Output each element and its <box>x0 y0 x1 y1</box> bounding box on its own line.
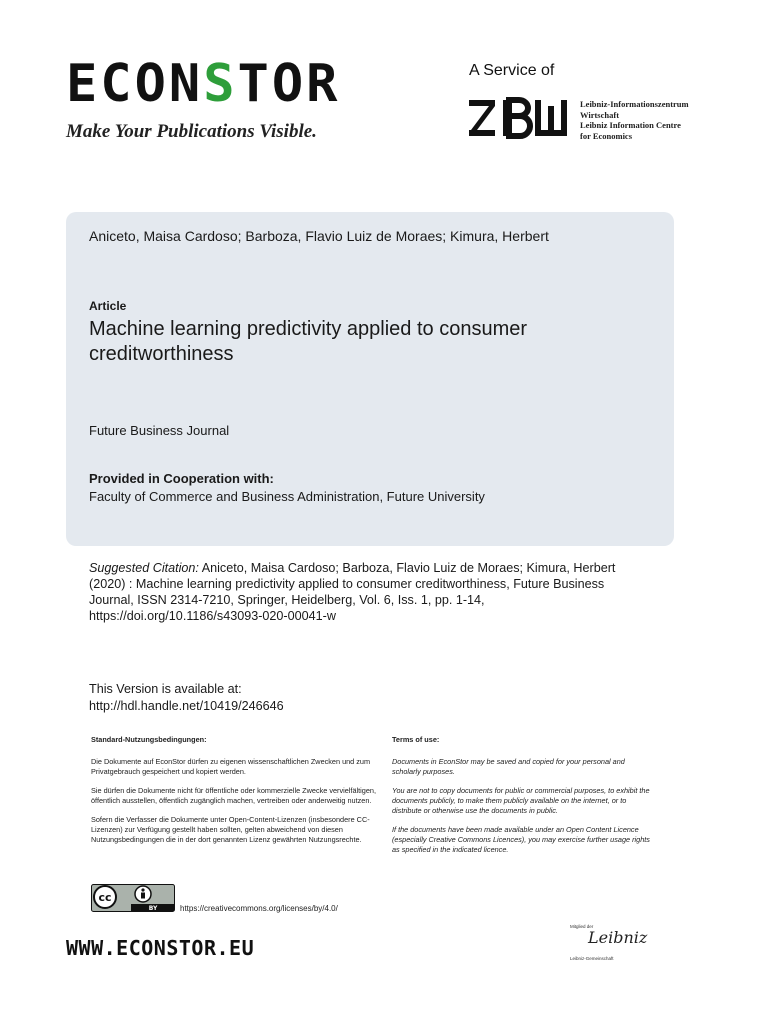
availability-label: This Version is available at: <box>89 682 242 696</box>
citation-text: Aniceto, Maisa Cardoso; Barboza, Flavio Luiz de Moraes; Kimura, Herbert (2020) : Machine learning predictivity applied to consumer creditworthiness, Future Business Journal, ISSN 2314-7210, Springer, Heidelberg, Vol. 6, Iss. 1, pp. 1-14, https://doi.org/10.1186/s43093-020-00041-w <box>89 561 616 623</box>
availability <box>89 681 284 715</box>
zbw-institution-name <box>580 99 689 141</box>
zbw-line-1: Leibniz-Informationszentrum <box>580 99 689 109</box>
citation-label: Suggested Citation: <box>89 561 199 575</box>
zbw-line-3: Leibniz Information Centre <box>580 120 681 130</box>
terms-german-p1: Die Dokumente auf EconStor dürfen zu eigenen wissenschaftlichen Zwecken und zum Privatgebrauch gespeichert und kopiert werden. <box>91 757 371 776</box>
by-badge-text: BY <box>148 905 158 912</box>
leibniz-script-text: Leibniz <box>588 928 648 947</box>
terms-german-p2: Sie dürfen die Dokumente nicht für öffentliche oder kommerzielle Zwecke vervielfältigen, öffentlich ausstellen, öffentlich zugänglich machen, vertreiben oder anderweitig nutzen. <box>91 786 376 805</box>
leibniz-community-text: Leibniz-Gemeinschaft <box>570 956 614 961</box>
suggested-citation <box>89 560 649 624</box>
terms-english <box>392 735 654 864</box>
terms-german-heading: Standard-Nutzungsbedingungen: <box>91 735 207 744</box>
leibniz-member-text: Mitglied der <box>570 924 594 929</box>
service-of-label: A Service of <box>469 62 555 79</box>
terms-english-p1: Documents in EconStor may be saved and copied for your personal and scholarly purposes. <box>392 757 625 776</box>
authors: Aniceto, Maisa Cardoso; Barboza, Flavio Luiz de Moraes; Kimura, Herbert <box>89 228 549 244</box>
logo-text-left: ECON <box>66 54 204 114</box>
cc-by-license-icon[interactable] <box>91 884 175 912</box>
document-type: Article <box>89 299 127 313</box>
zbw-line-2: Wirtschaft <box>580 109 620 120</box>
journal-name: Future Business Journal <box>89 423 230 438</box>
terms-english-p2: You are not to copy documents for public or commercial purposes, to exhibit the documents publicly, to make them publicly available on the internet, or to distribute or otherwise use the documents in public. <box>392 786 650 815</box>
terms-german-p3: Sofern die Verfasser die Dokumente unter Open-Content-Lizenzen (insbesondere CC-Lizenzen) zur Verfügung gestellt haben sollten, gelten abweichend von diesen Nutzungsbedingungen die in der dort genannten Lizenz gewährten Nutzungsrechte. <box>91 815 370 844</box>
provided-organization: Faculty of Commerce and Business Administration, Future University <box>89 489 485 504</box>
terms-english-p3: If the documents have been made available under an Open Content Licence (especially Creative Commons Licences), you may exercise further usage rights as specified in the indicated licence. <box>392 825 650 854</box>
logo-text-accent: S <box>203 54 238 114</box>
zbw-logo-icon <box>469 96 567 140</box>
cc-badge-text: cc <box>98 891 112 904</box>
handle-link[interactable]: http://hdl.handle.net/10419/246646 <box>89 699 284 713</box>
terms-german <box>91 735 376 854</box>
leibniz-logo <box>566 920 646 972</box>
license-link[interactable]: https://creativecommons.org/licenses/by/4.0/ <box>180 904 338 913</box>
provided-label: Provided in Cooperation with: <box>89 471 274 486</box>
zbw-line-4: for Economics <box>580 130 633 141</box>
tagline: Make Your Publications Visible. <box>66 121 317 142</box>
logo-text-right: TOR <box>237 54 341 114</box>
terms-english-heading: Terms of use: <box>392 735 440 744</box>
document-title: Machine learning predictivity applied to consumer creditworthiness <box>89 318 528 365</box>
econstor-website-link[interactable]: WWW.ECONSTOR.EU <box>66 936 255 960</box>
econstor-logo <box>66 54 341 114</box>
